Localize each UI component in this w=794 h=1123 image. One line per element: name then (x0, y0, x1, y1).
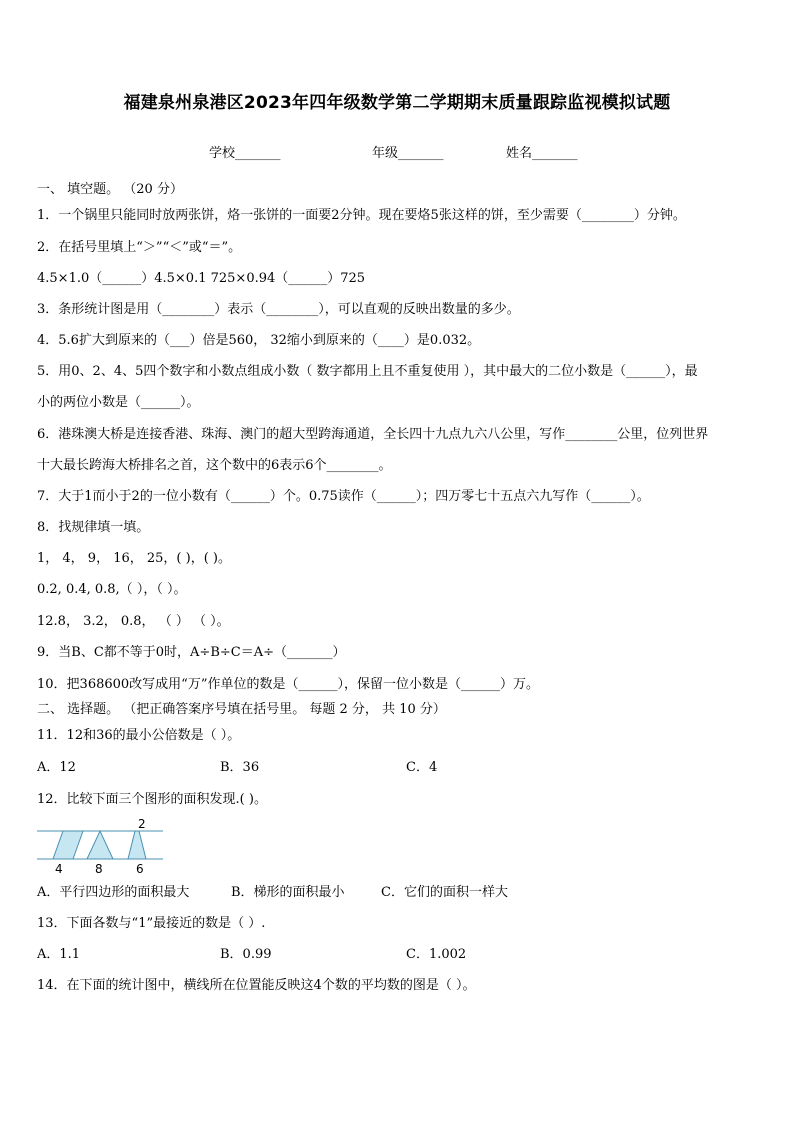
question-5-line-2: 小的两位小数是（______）。 (37, 395, 200, 410)
q12-option-b: B．梯形的面积最小 (231, 885, 345, 900)
q12-option-a: A．平行四边形的面积最大 (37, 885, 190, 900)
question-9: 9．当B、C都不等于0时，A÷B÷C＝A÷（_______） (37, 645, 346, 660)
question-8: 8．找规律填一填。 (37, 520, 150, 535)
q13-option-b: B．0.99 (220, 947, 272, 962)
trapezoid-shape (128, 831, 146, 859)
question-6-line-2: 十大最长跨海大桥排名之首，这个数中的6表示6个________。 (37, 458, 392, 473)
page-title: 福建泉州泉港区2023年四年级数学第二学期期末质量跟踪监视模拟试题 (123, 93, 671, 113)
question-6-line-1: 6．港珠澳大桥是连接香港、珠海、澳门的超大型跨海通道，全长四十九点九六八公里，写作________公里，位列世界 (37, 427, 709, 442)
question-11: 11．12和36的最小公倍数是（ ）。 (37, 728, 241, 743)
question-2-items: 4.5×1.0（______）4.5×0.1 725×0.94（______）725 (37, 271, 366, 286)
section-2-heading: 二、 选择题。 （把正确答案序号填在括号里。 每题 2 分， 共 10 分） (37, 702, 446, 717)
question-5-line-1: 5．用0、2、4、5四个数字和小数点组成小数（ 数字都用上且不重复使用 ），其中最大的二位小数是（______），最 (37, 364, 698, 379)
question-8-row-1: 1， 4， 9， 16， 25，( )，( )。 (37, 551, 231, 566)
question-2: 2．在括号里填上“＞”“＜”或“＝”。 (37, 240, 242, 255)
question-8-row-3: 12.8， 3.2， 0.8， （ ） （ ）。 (37, 614, 230, 629)
q11-option-c: C．4 (406, 760, 438, 775)
question-4: 4．5.6扩大到原来的（___）倍是560， 32缩小到原来的（____）是0.032。 (37, 333, 481, 348)
q13-option-a: A．1.1 (37, 947, 81, 962)
q12-shapes-figure (35, 816, 165, 878)
question-3: 3．条形统计图是用（________）表示（________），可以直观的反映出数量的多少。 (37, 302, 520, 317)
question-13: 13．下面各数与“1”最接近的数是（ ）. (37, 916, 266, 931)
question-10: 10．把368600改写成用“万”作单位的数是（______），保留一位小数是（______）万。 (37, 677, 539, 692)
section-1-heading: 一、 填空题。 （20 分） (37, 182, 183, 197)
q11-option-a: A．12 (37, 760, 76, 775)
triangle-shape (87, 831, 113, 859)
parallelogram-shape (53, 831, 83, 859)
q13-option-c: C．1.002 (406, 947, 467, 962)
name-field: 姓名_______ (506, 146, 578, 161)
figure-label-top: 2 (138, 817, 146, 831)
school-field: 学校_______ (209, 146, 281, 161)
figure-label-4: 4 (55, 862, 63, 876)
figure-label-6: 6 (136, 862, 144, 876)
question-7: 7．大于1而小于2的一位小数有（______）个。0.75读作（______）；四万零七十五点六九写作（______）。 (37, 489, 650, 504)
q12-option-c: C．它们的面积一样大 (381, 885, 508, 900)
question-12: 12．比较下面三个图形的面积发现.( )。 (37, 792, 267, 807)
figure-label-8: 8 (95, 862, 103, 876)
question-14: 14．在下面的统计图中，横线所在位置能反映这4个数的平均数的图是（ ）。 (37, 978, 476, 993)
question-1: 1．一个锅里只能同时放两张饼，烙一张饼的一面要2分钟。现在要烙5张这样的饼，至少需要（________）分钟。 (37, 208, 686, 223)
question-8-row-2: 0.2, 0.4, 0.8,（ ），（ ）。 (37, 582, 187, 597)
grade-field: 年级_______ (372, 146, 444, 161)
q11-option-b: B．36 (220, 760, 260, 775)
